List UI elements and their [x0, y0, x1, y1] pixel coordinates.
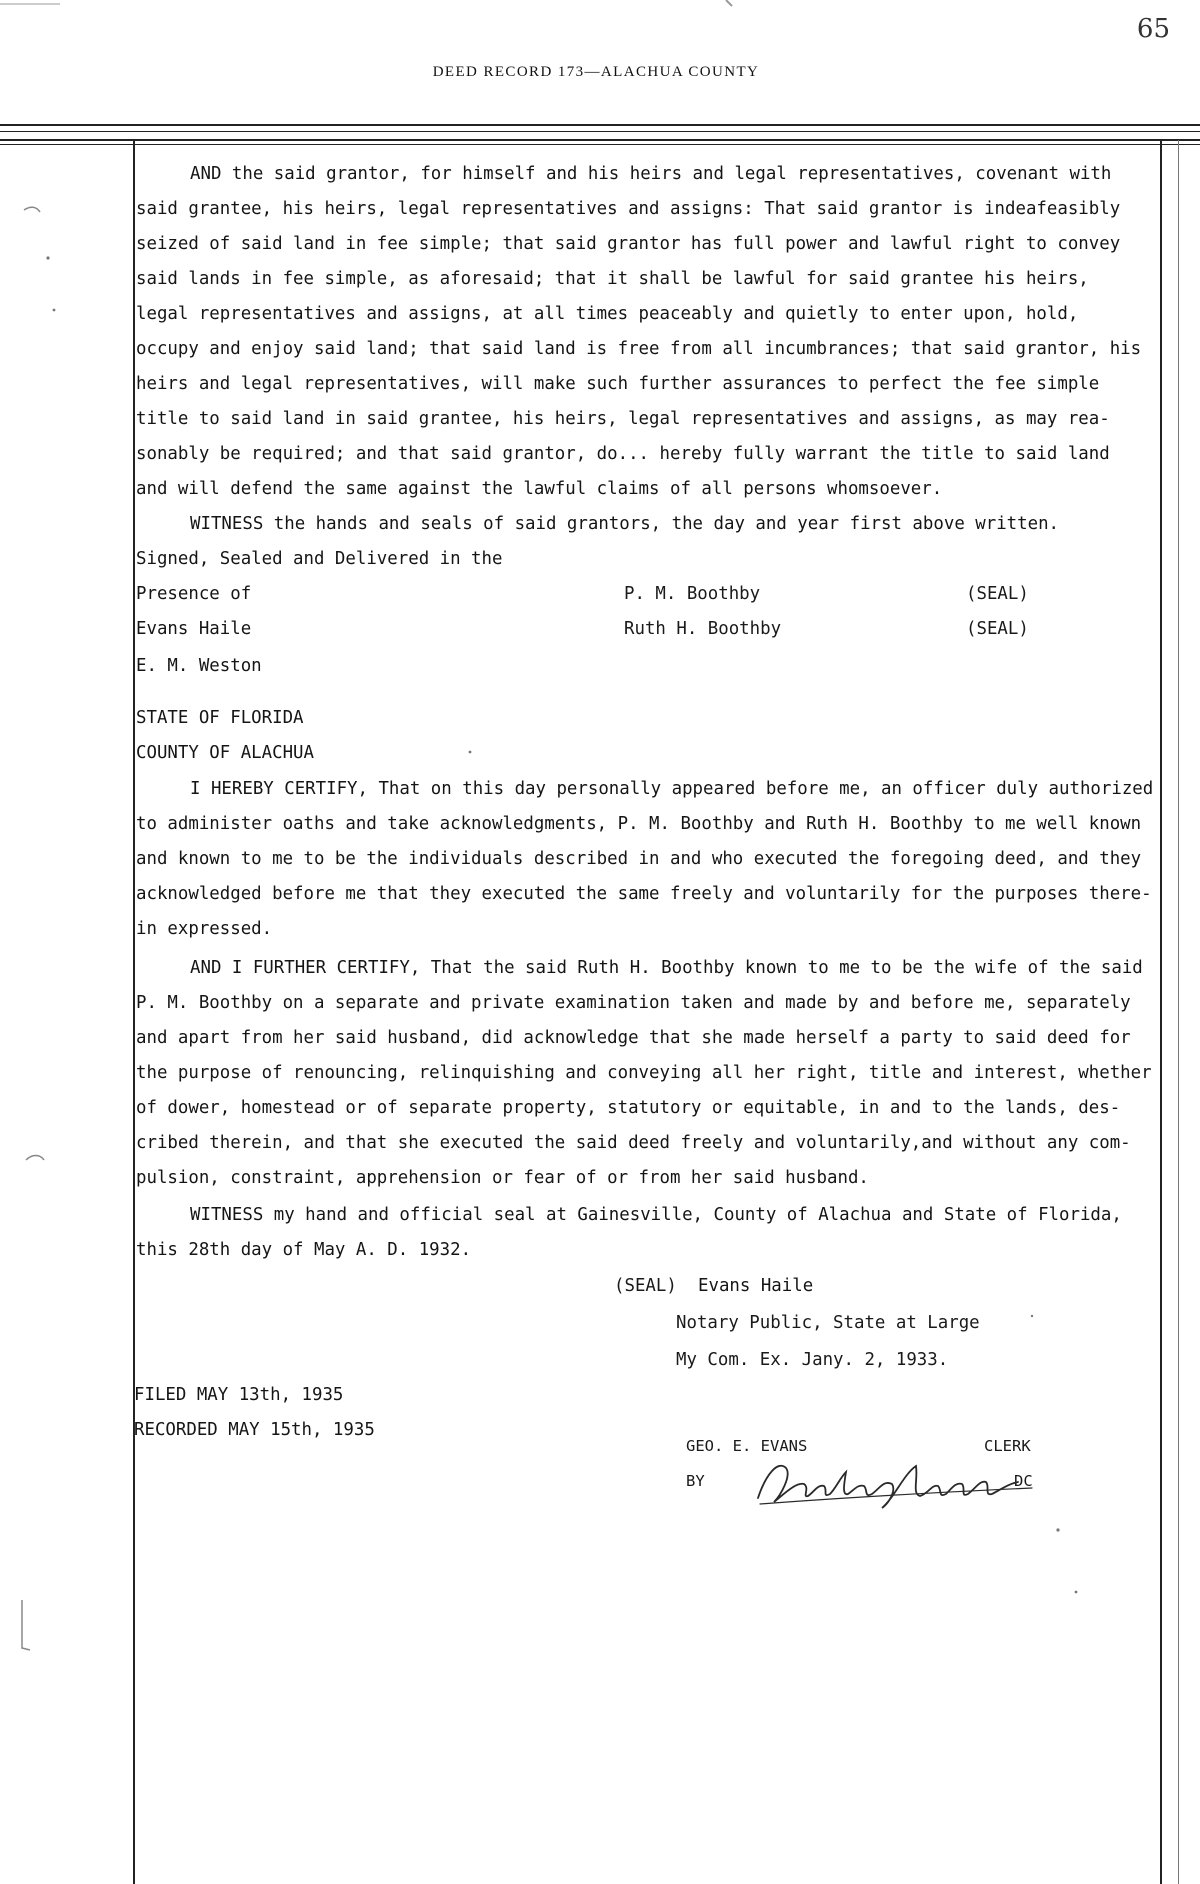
signed-sealed-line: Signed, Sealed and Delivered in the — [136, 549, 503, 569]
notary-title: Notary Public, State at Large — [676, 1313, 980, 1333]
clerk-name: GEO. E. EVANS — [686, 1437, 808, 1455]
deed-text-line: heirs and legal representatives, will make such further assurances to perfect the fee simple — [136, 374, 1100, 394]
official-witness-line: WITNESS my hand and official seal at Gainesville, County of Alachua and State of Florida, — [190, 1205, 1122, 1225]
certify-text-line: and known to me to be the individuals described in and who executed the foregoing deed, and they — [136, 849, 1142, 869]
deed-text-line: seized of said land in fee simple; that said grantor has full power and lawful right to convey — [136, 234, 1121, 254]
further-certify-line: pulsion, constraint, apprehension or fear of or from her said husband. — [136, 1168, 869, 1188]
further-certify-line: P. M. Boothby on a separate and private examination taken and made by and before me, separately — [136, 993, 1131, 1013]
further-certify-line: AND I FURTHER CERTIFY, That the said Ruth H. Boothby known to me to be the wife of the said — [190, 958, 1143, 978]
deed-text-line: sonably be required; and that said grantor, do... hereby fully warrant the title to said land — [136, 444, 1110, 464]
certify-text-line: acknowledged before me that they executed the same freely and voluntarily for the purposes there- — [136, 884, 1152, 904]
certify-text-line: I HEREBY CERTIFY, That on this day personally appeared before me, an officer duly authorized — [190, 779, 1154, 799]
witness-name: E. M. Weston — [136, 656, 262, 676]
grantor-signature-name: P. M. Boothby — [624, 584, 761, 604]
handwritten-signature — [752, 1454, 1042, 1514]
header-rule — [0, 124, 1200, 126]
record-header: DEED RECORD 173—ALACHUA COUNTY — [432, 64, 760, 80]
deed-text-line: legal representatives and assigns, at all times peaceably and quietly to enter upon, hold, — [136, 304, 1079, 324]
further-certify-line: and apart from her said husband, did acknowledge that she made herself a party to said deed for — [136, 1028, 1131, 1048]
filed-date: FILED MAY 13th, 1935 — [134, 1385, 344, 1405]
recorded-date: RECORDED MAY 15th, 1935 — [134, 1420, 375, 1440]
clerk-by: BY — [686, 1472, 705, 1490]
header-rule — [0, 139, 1200, 141]
presence-of-line: Presence of — [136, 584, 252, 604]
notary-name: Evans Haile — [698, 1276, 814, 1296]
deed-text-line: occupy and enjoy said land; that said land is free from all incumbrances; that said grantor, his — [136, 339, 1142, 359]
clerk-dc: DC — [1014, 1472, 1033, 1490]
deed-text-line: said grantee, his heirs, legal representatives and assigns: That said grantor is indeafeasibly — [136, 199, 1121, 219]
page-number: 65 — [1136, 14, 1170, 44]
certify-text-line: to administer oaths and take acknowledgments, P. M. Boothby and Ruth H. Boothby to me well known — [136, 814, 1142, 834]
official-witness-line: this 28th day of May A. D. 1932. — [136, 1240, 472, 1260]
header-rule — [0, 144, 1200, 145]
witness-name: Evans Haile — [136, 619, 252, 639]
deed-text-line: and will defend the same against the lawful claims of all persons whomsoever. — [136, 479, 943, 499]
page-edge-line — [1178, 140, 1179, 1884]
left-margin-line — [133, 140, 135, 1884]
deed-text-line: AND the said grantor, for himself and his heirs and legal representatives, covenant with — [190, 164, 1112, 184]
witness-line: WITNESS the hands and seals of said grantors, the day and year first above written. — [190, 514, 1060, 534]
grantor-seal: (SEAL) — [966, 584, 1029, 604]
notary-seal: (SEAL) — [614, 1276, 677, 1296]
certify-text-line: in expressed. — [136, 919, 273, 939]
header-rule — [0, 131, 1200, 132]
state-heading: STATE OF FLORIDA — [136, 708, 304, 728]
further-certify-line: of dower, homestead or of separate property, statutory or equitable, in and to the lands, des- — [136, 1098, 1121, 1118]
grantor-signature-name: Ruth H. Boothby — [624, 619, 782, 639]
right-margin-line — [1160, 140, 1162, 1884]
further-certify-line: the purpose of renouncing, relinquishing and conveying all her right, title and interest, whether — [136, 1063, 1152, 1083]
deed-text-line: title to said land in said grantee, his heirs, legal representatives and assigns, as may rea- — [136, 409, 1110, 429]
deed-text-line: said lands in fee simple, as aforesaid; that it shall be lawful for said grantee his heirs, — [136, 269, 1089, 289]
notary-commission: My Com. Ex. Jany. 2, 1933. — [676, 1350, 949, 1370]
grantor-seal: (SEAL) — [966, 619, 1029, 639]
further-certify-line: cribed therein, and that she executed the said deed freely and voluntarily,and without any com- — [136, 1133, 1131, 1153]
clerk-title: CLERK — [984, 1437, 1031, 1455]
county-heading: COUNTY OF ALACHUA — [136, 743, 314, 763]
